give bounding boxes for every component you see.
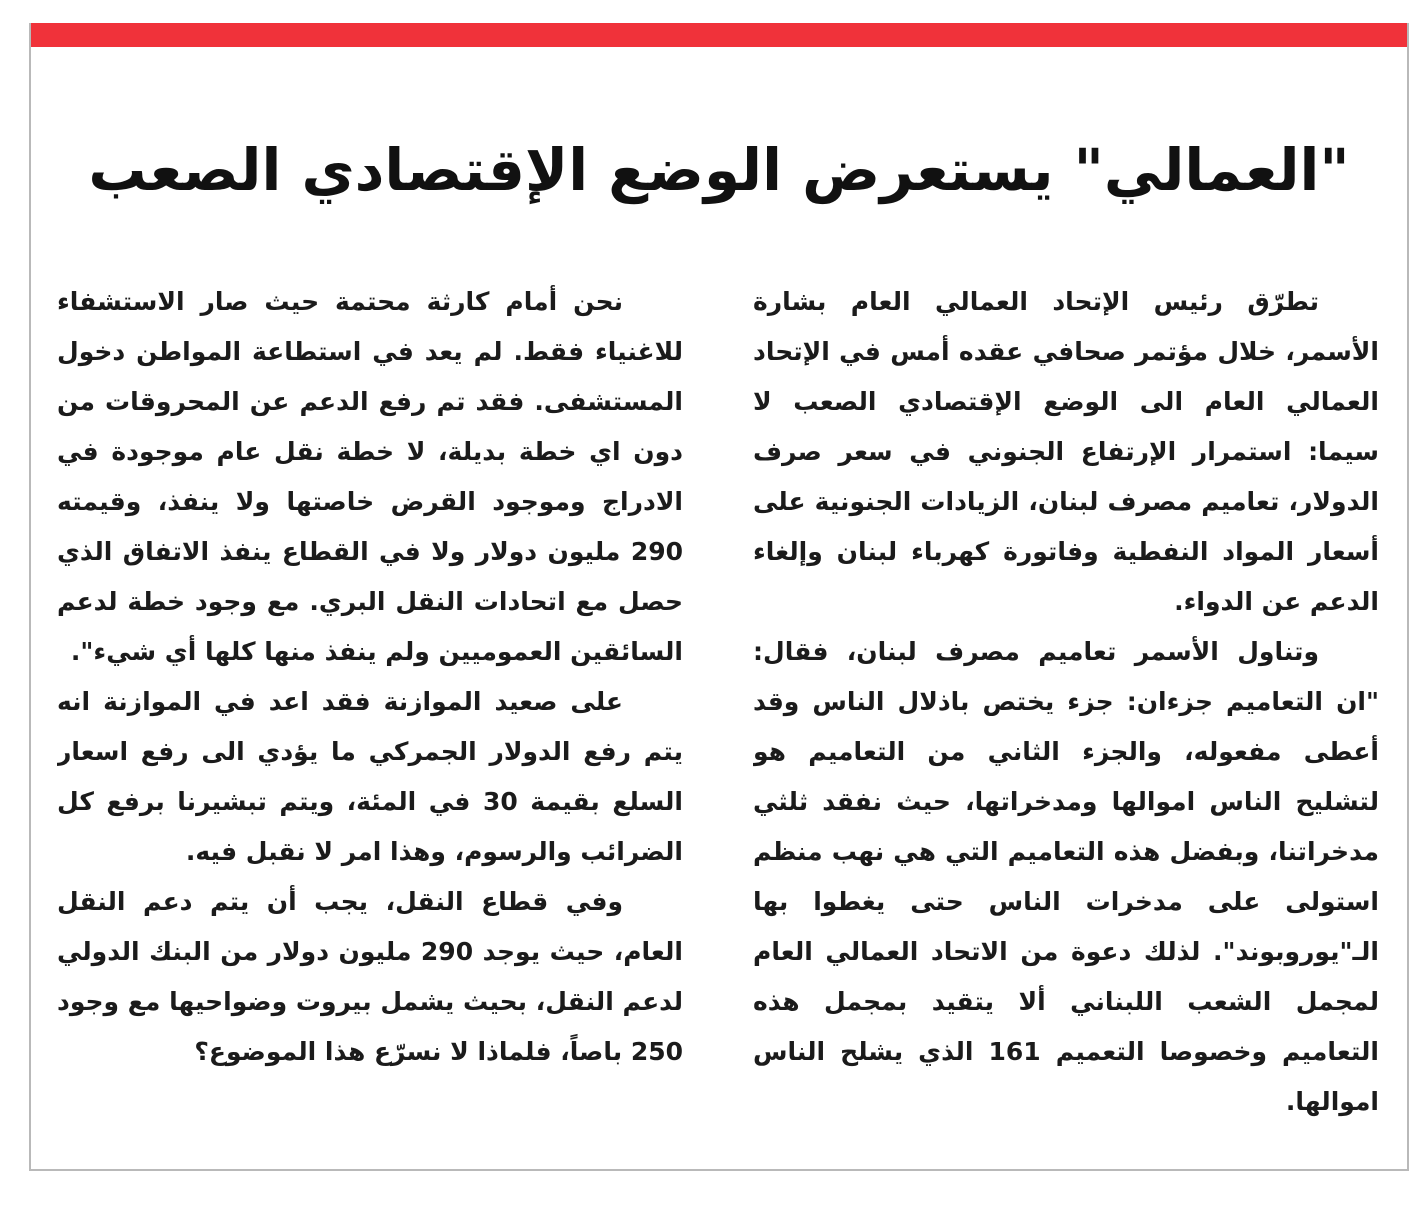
top-accent-bar — [31, 23, 1407, 47]
article-paragraph: نحن أمام كارثة محتمة حيث صار الاستشفاء للاغنياء فقط. لم يعد في استطاعة المواطن دخول المستشفى. فقد تم رفع الدعم عن المحروقات من دون اي خطة بديلة، لا خطة نقل عام موجودة في الادراج وموجود القرض خاصتها ولا ينفذ، وقيمته 290 مليون دولار ولا في القطاع ينفذ الاتفاق الذي حصل مع اتحادات النقل البري. مع وجود خطة لدعم السائقين العموميين ولم ينفذ منها كلها أي شيء". — [57, 287, 683, 666]
article-paragraph: على صعيد الموازنة فقد اعد في الموازنة انه يتم رفع الدولار الجمركي ما يؤدي الى رفع اسعار السلع بقيمة 30 في المئة، ويتم تبشيرنا برفع كل الضرائب والرسوم، وهذا امر لا نقبل فيه. — [57, 687, 683, 866]
article-frame — [29, 23, 1409, 1171]
article-paragraph: وتناول الأسمر تعاميم مصرف لبنان، فقال: "ان التعاميم جزءان: جزء يختص باذلال الناس وقد أعطى مفعوله، والجزء الثاني من التعاميم هو لتشليح الناس اموالها ومدخراتها، حيث نفقد ثلثي مدخراتنا، وبفضل هذه التعاميم التي هي نهب منظم استولى على مدخرات الناس حتى يغطوا بها الـ"يوروبوند". لذلك دعوة من الاتحاد العمالي العام لمجمل الشعب اللبناني ألا يتقيد بمجمل هذه التعاميم وخصوصا التعميم 161 الذي يشلح الناس اموالها. — [753, 637, 1379, 1116]
article-headline: "العمالي" يستعرض الوضع الإقتصادي الصعب — [88, 136, 1350, 204]
article-column-right — [753, 277, 1379, 1147]
article-paragraph: وفي قطاع النقل، يجب أن يتم دعم النقل العام، حيث يوجد 290 مليون دولار من البنك الدولي لدعم النقل، بحيث يشمل بيروت وضواحيها مع وجود 250 باصاً، فلماذا لا نسرّع هذا الموضوع؟ — [57, 887, 683, 1066]
article-column-left — [57, 277, 683, 1147]
article-paragraph: تطرّق رئيس الإتحاد العمالي العام بشارة الأسمر، خلال مؤتمر صحافي عقده أمس في الإتحاد العمالي العام الى الوضع الإقتصادي الصعب لا سيما: استمرار الإرتفاع الجنوني في سعر صرف الدولار، تعاميم مصرف لبنان، الزيادات الجنونية على أسعار المواد النفطية وفاتورة كهرباء لبنان وإلغاء الدعم عن الدواء. — [753, 287, 1379, 616]
